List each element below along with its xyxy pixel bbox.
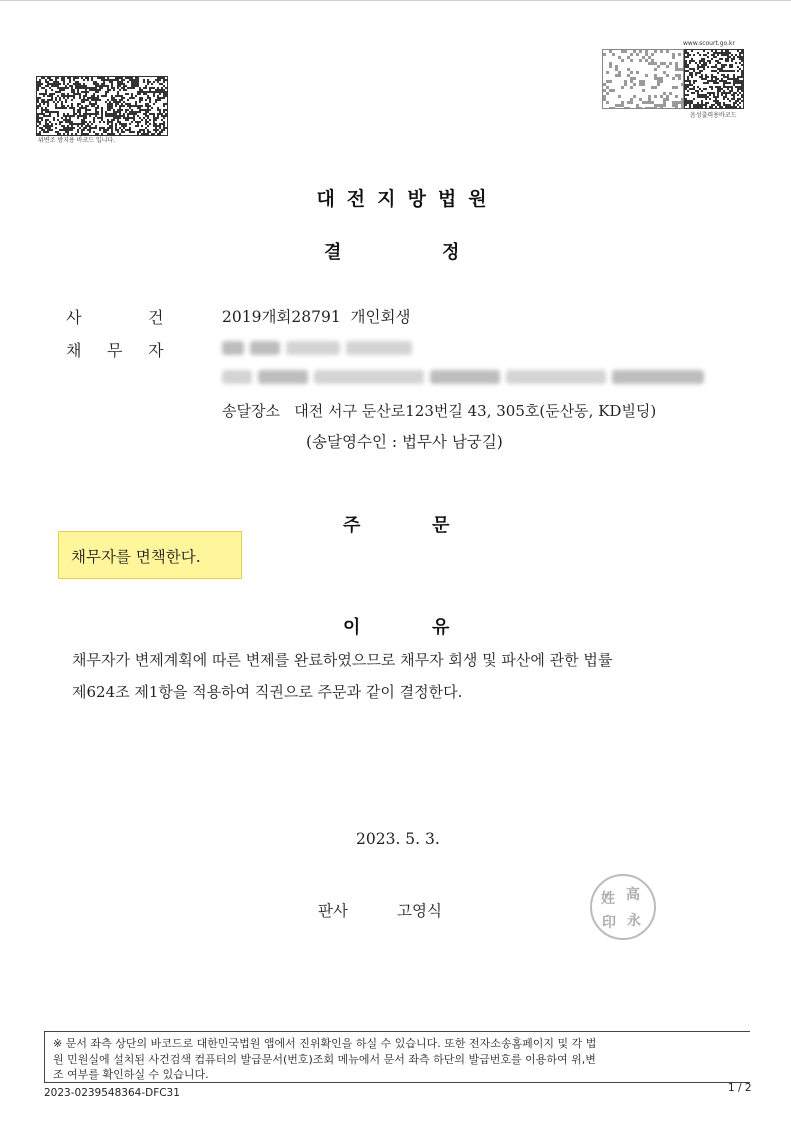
page-top-border [0,0,791,1]
voice-output-barcode-right [684,49,744,109]
voice-output-barcode-right-pattern [685,50,743,108]
notice-line-2: 원 민원실에 설치된 사건검색 컴퓨터의 발급문서(번호)조회 메뉴에서 문서 좌측 하단의 발급번호를 이용하여 위,변 [53,1052,596,1066]
anti-forgery-barcode [36,76,168,136]
doc-type-right: 정 [442,242,460,263]
anti-forgery-barcode-pattern [37,77,167,135]
service-place: 송달장소 대전 서구 둔산로123번길 43, 305호(둔산동, KD빌딩) [222,402,657,420]
notice-line-1: ※ 문서 좌측 상단의 바코드로 대한민국법원 앱에서 진위확인을 하실 수 있습니다. 또한 전자소송홈페이지 및 각 법 [53,1037,597,1050]
issue-number: 2023-0239548364-DFC31 [44,1087,180,1099]
case-number: 2019개회28791 개인회생 [222,308,411,326]
debtor-label-1: 채 [66,341,82,360]
redacted-debtor-name [222,341,244,355]
case-label-left: 사 [66,308,82,327]
redacted-debtor-address [258,370,308,384]
order-heading-right: 문 [432,515,450,536]
judge-title: 판사 [318,902,348,920]
redacted-debtor-address [222,370,252,384]
anti-forgery-barcode-caption: 위변조 방지용 바코드 입니다. [38,137,116,144]
judge-seal-stamp: 姓 高 印 永 [590,874,656,940]
redacted-debtor-name [346,341,412,355]
redacted-debtor-address [612,370,704,384]
redacted-debtor-address [506,370,606,384]
redacted-debtor-name [250,341,280,355]
court-website: www.scourt.go.kr [683,40,735,47]
decision-date: 2023. 5. 3. [356,830,440,848]
page-number: 1 / 2 [728,1082,752,1094]
verification-notice [44,1031,750,1083]
doc-type-left: 결 [324,242,342,263]
redacted-debtor-name [286,341,340,355]
order-text: 채무자를 면책한다. [71,548,201,566]
debtor-label-2: 무 [107,341,123,360]
redacted-debtor-address [430,370,500,384]
judge-name: 고영식 [397,902,442,920]
debtor-label-3: 자 [148,341,164,360]
reason-line-1: 채무자가 변제계획에 따른 변제를 완료하였으므로 채무자 회생 및 파산에 관한 법률 [72,651,613,669]
reason-heading-right: 유 [432,617,450,638]
case-label-right: 건 [148,308,164,327]
notice-line-3: 조 여부를 확인하실 수 있습니다. [53,1068,209,1081]
reason-line-2: 제624조 제1항을 적용하여 직권으로 주문과 같이 결정한다. [72,683,463,701]
voice-output-barcode-left [602,49,684,109]
voice-output-barcode-caption: 음성출력용바코드 [690,112,737,119]
order-heading-left: 주 [343,515,361,536]
redacted-debtor-address [314,370,424,384]
court-name: 대전지방법원 [316,188,499,210]
service-recipient: (송달영수인 : 법무사 남궁길) [306,433,503,451]
voice-output-barcode-left-pattern [603,50,683,108]
order-highlight [58,531,242,579]
reason-heading-left: 이 [343,617,361,638]
